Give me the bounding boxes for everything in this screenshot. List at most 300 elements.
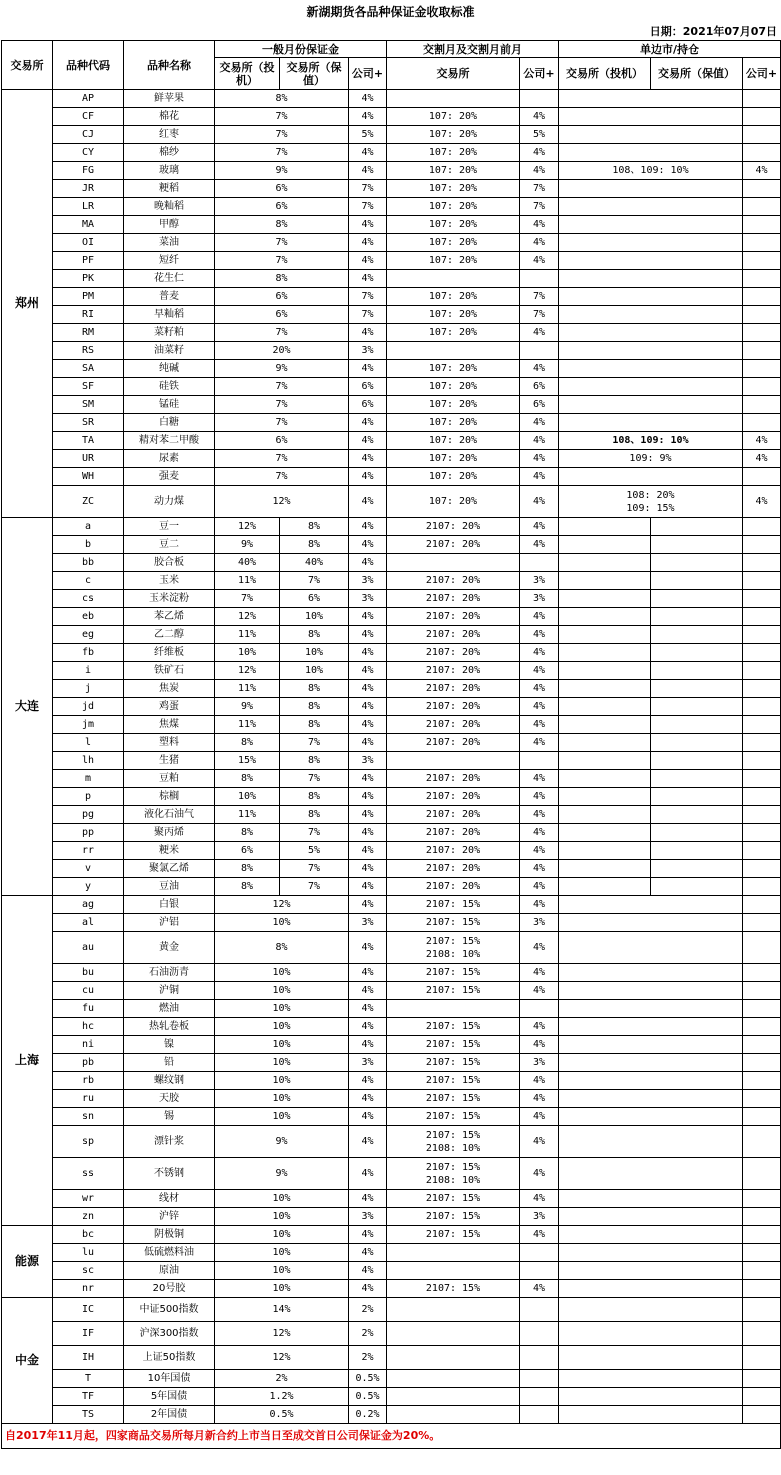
single-company: 4% xyxy=(743,486,781,518)
table-row xyxy=(2,306,781,324)
product-code: RS xyxy=(53,342,124,360)
product-code: lh xyxy=(53,752,124,770)
single-hedge xyxy=(651,752,743,770)
table-row xyxy=(2,1000,781,1018)
product-name: 聚氯乙烯 xyxy=(124,860,215,878)
table-row xyxy=(2,662,781,680)
single-margin xyxy=(559,252,743,270)
delivery-margin xyxy=(387,1346,520,1370)
delivery-margin-line: 107: 20% xyxy=(428,435,478,446)
delivery-margin xyxy=(387,1262,520,1280)
single-company xyxy=(743,144,781,162)
delivery-margin-line: 107: 20% xyxy=(428,111,478,122)
product-name: 中证500指数 xyxy=(124,1298,215,1322)
delivery-margin-line: 2107: 15% xyxy=(425,1161,481,1173)
single-spec xyxy=(559,626,651,644)
product-name: 菜油 xyxy=(124,234,215,252)
margin-company: 4% xyxy=(349,1000,387,1018)
single-company xyxy=(743,1190,781,1208)
single-margin xyxy=(559,1370,743,1388)
single-company xyxy=(743,288,781,306)
margin-exchange: 8% xyxy=(215,216,349,234)
delivery-margin-line: 2107: 15% xyxy=(425,1129,481,1141)
margin-company: 4% xyxy=(349,1226,387,1244)
product-code: cu xyxy=(53,982,124,1000)
delivery-margin xyxy=(387,486,520,518)
delivery-company: 4% xyxy=(520,144,559,162)
delivery-company: 4% xyxy=(520,536,559,554)
header-single-company: 公司+ xyxy=(743,58,781,90)
margin-exchange: 8% xyxy=(215,932,349,964)
single-company: 4% xyxy=(743,450,781,468)
margin-company: 4% xyxy=(349,896,387,914)
delivery-company: 4% xyxy=(520,1108,559,1126)
margin-company: 4% xyxy=(349,162,387,180)
delivery-margin xyxy=(387,716,520,734)
single-hedge xyxy=(651,536,743,554)
delivery-margin xyxy=(387,1208,520,1226)
margin-company: 3% xyxy=(349,752,387,770)
delivery-margin xyxy=(387,396,520,414)
margin-hedge: 7% xyxy=(280,734,349,752)
delivery-margin-line: 2107: 15% xyxy=(425,935,481,947)
delivery-margin xyxy=(387,518,520,536)
single-hedge xyxy=(651,590,743,608)
margin-company: 0.2% xyxy=(349,1406,387,1424)
margin-exchange: 9% xyxy=(215,360,349,378)
delivery-margin xyxy=(387,414,520,432)
product-name: 鸡蛋 xyxy=(124,698,215,716)
delivery-company: 4% xyxy=(520,518,559,536)
single-margin xyxy=(559,396,743,414)
single-company xyxy=(743,90,781,108)
margin-exchange: 7% xyxy=(215,126,349,144)
product-name: 甲醇 xyxy=(124,216,215,234)
delivery-company: 3% xyxy=(520,914,559,932)
exchange-name: 郑州 xyxy=(2,90,53,518)
product-code: ZC xyxy=(53,486,124,518)
product-name: 豆粕 xyxy=(124,770,215,788)
table-row xyxy=(2,468,781,486)
table-row xyxy=(2,1346,781,1370)
single-hedge xyxy=(651,716,743,734)
product-name: 沪锌 xyxy=(124,1208,215,1226)
margin-exchange: 7% xyxy=(215,414,349,432)
product-code: FG xyxy=(53,162,124,180)
table-row xyxy=(2,1322,781,1346)
delivery-margin xyxy=(387,554,520,572)
single-spec xyxy=(559,518,651,536)
margin-exchange: 20% xyxy=(215,342,349,360)
margin-spec: 8% xyxy=(215,878,280,896)
delivery-company xyxy=(520,1346,559,1370)
table-row xyxy=(2,432,781,450)
margin-company: 3% xyxy=(349,914,387,932)
single-margin xyxy=(559,1280,743,1298)
table-row xyxy=(2,1280,781,1298)
table-row xyxy=(2,1226,781,1244)
product-code: jd xyxy=(53,698,124,716)
delivery-margin xyxy=(387,378,520,396)
margin-exchange: 9% xyxy=(215,1158,349,1190)
table-row xyxy=(2,824,781,842)
margin-spec: 15% xyxy=(215,752,280,770)
product-name: 短纤 xyxy=(124,252,215,270)
single-company xyxy=(743,982,781,1000)
single-margin xyxy=(559,1406,743,1424)
product-code: cs xyxy=(53,590,124,608)
table-row xyxy=(2,608,781,626)
delivery-margin-line: 107: 20% xyxy=(428,129,478,140)
delivery-margin-line: 107: 20% xyxy=(428,183,478,194)
single-margin xyxy=(559,1054,743,1072)
single-margin-line: 109: 9% xyxy=(629,453,672,464)
single-hedge xyxy=(651,662,743,680)
single-company xyxy=(743,518,781,536)
single-company xyxy=(743,1000,781,1018)
table-row xyxy=(2,414,781,432)
delivery-margin-line: 107: 20% xyxy=(428,327,478,338)
single-spec xyxy=(559,536,651,554)
table-row xyxy=(2,752,781,770)
delivery-margin xyxy=(387,1036,520,1054)
single-margin xyxy=(559,1208,743,1226)
delivery-company: 7% xyxy=(520,288,559,306)
single-spec xyxy=(559,716,651,734)
product-name: 锰硅 xyxy=(124,396,215,414)
delivery-company: 4% xyxy=(520,486,559,518)
margin-hedge: 8% xyxy=(280,698,349,716)
product-code: rb xyxy=(53,1072,124,1090)
product-code: lu xyxy=(53,1244,124,1262)
single-company xyxy=(743,180,781,198)
table-row xyxy=(2,144,781,162)
delivery-margin xyxy=(387,1244,520,1262)
delivery-company: 4% xyxy=(520,1090,559,1108)
table-row xyxy=(2,806,781,824)
margin-company: 7% xyxy=(349,180,387,198)
single-margin xyxy=(559,964,743,982)
margin-spec: 11% xyxy=(215,806,280,824)
margin-exchange: 10% xyxy=(215,964,349,982)
single-company xyxy=(743,1158,781,1190)
table-row xyxy=(2,518,781,536)
margin-spec: 11% xyxy=(215,680,280,698)
single-spec xyxy=(559,842,651,860)
product-code: eb xyxy=(53,608,124,626)
table-row xyxy=(2,1054,781,1072)
margin-company: 4% xyxy=(349,788,387,806)
delivery-margin xyxy=(387,608,520,626)
margin-hedge: 8% xyxy=(280,716,349,734)
delivery-company: 5% xyxy=(520,126,559,144)
product-name: 玉米 xyxy=(124,572,215,590)
exchange-name: 中金 xyxy=(2,1298,53,1424)
delivery-margin xyxy=(387,468,520,486)
margin-hedge: 8% xyxy=(280,518,349,536)
table-row xyxy=(2,234,781,252)
delivery-company xyxy=(520,1388,559,1406)
delivery-margin-line: 2108: 10% xyxy=(425,948,481,960)
delivery-company: 4% xyxy=(520,1072,559,1090)
page-title: 新湖期货各品种保证金收取标准 xyxy=(306,5,475,19)
delivery-margin xyxy=(387,698,520,716)
margin-company: 4% xyxy=(349,1262,387,1280)
product-code: IF xyxy=(53,1322,124,1346)
margin-company: 4% xyxy=(349,1126,387,1158)
single-hedge xyxy=(651,734,743,752)
margin-exchange: 6% xyxy=(215,432,349,450)
table-row xyxy=(2,964,781,982)
delivery-margin xyxy=(387,806,520,824)
product-name: 沪铝 xyxy=(124,914,215,932)
product-name: 硅铁 xyxy=(124,378,215,396)
delivery-company: 4% xyxy=(520,216,559,234)
product-name: 铁矿石 xyxy=(124,662,215,680)
delivery-margin-line: 107: 20% xyxy=(428,255,478,266)
delivery-margin xyxy=(387,662,520,680)
single-company xyxy=(743,752,781,770)
delivery-company: 4% xyxy=(520,1158,559,1190)
delivery-margin-line: 2107: 20% xyxy=(425,521,481,532)
delivery-company: 4% xyxy=(520,964,559,982)
product-name: 精对苯二甲酸 xyxy=(124,432,215,450)
margin-spec: 12% xyxy=(215,662,280,680)
single-margin xyxy=(559,432,743,450)
single-company xyxy=(743,554,781,572)
single-margin xyxy=(559,1072,743,1090)
delivery-company: 4% xyxy=(520,644,559,662)
single-company xyxy=(743,1388,781,1406)
product-name: 沪铜 xyxy=(124,982,215,1000)
margin-exchange: 10% xyxy=(215,914,349,932)
product-name: 黄金 xyxy=(124,932,215,964)
product-code: a xyxy=(53,518,124,536)
single-company xyxy=(743,590,781,608)
single-spec xyxy=(559,878,651,896)
delivery-company xyxy=(520,1000,559,1018)
delivery-margin xyxy=(387,432,520,450)
margin-hedge: 8% xyxy=(280,536,349,554)
delivery-margin-line: 2107: 15% xyxy=(425,917,481,928)
margin-hedge: 7% xyxy=(280,824,349,842)
product-code: nr xyxy=(53,1280,124,1298)
delivery-margin xyxy=(387,1126,520,1158)
margin-company: 4% xyxy=(349,878,387,896)
single-hedge xyxy=(651,518,743,536)
product-code: pb xyxy=(53,1054,124,1072)
table-row xyxy=(2,378,781,396)
table-row xyxy=(2,734,781,752)
product-name: 花生仁 xyxy=(124,270,215,288)
margin-company: 2% xyxy=(349,1298,387,1322)
table-row xyxy=(2,680,781,698)
delivery-margin xyxy=(387,1054,520,1072)
margin-exchange: 9% xyxy=(215,162,349,180)
table-row xyxy=(2,252,781,270)
delivery-company: 4% xyxy=(520,108,559,126)
single-company xyxy=(743,788,781,806)
delivery-company: 4% xyxy=(520,162,559,180)
delivery-company: 4% xyxy=(520,770,559,788)
table-row xyxy=(2,360,781,378)
table-row xyxy=(2,1244,781,1262)
margin-company: 4% xyxy=(349,1018,387,1036)
product-code: SA xyxy=(53,360,124,378)
table-row xyxy=(2,108,781,126)
product-name: 焦煤 xyxy=(124,716,215,734)
product-name: 聚丙烯 xyxy=(124,824,215,842)
header-code: 品种代码 xyxy=(53,41,124,90)
single-company xyxy=(743,108,781,126)
delivery-company: 4% xyxy=(520,716,559,734)
single-hedge xyxy=(651,608,743,626)
delivery-margin-line: 2107: 20% xyxy=(425,683,481,694)
margin-company: 4% xyxy=(349,1158,387,1190)
product-code: wr xyxy=(53,1190,124,1208)
table-row xyxy=(2,1018,781,1036)
delivery-margin-line: 2107: 20% xyxy=(425,791,481,802)
delivery-margin xyxy=(387,644,520,662)
delivery-company xyxy=(520,1262,559,1280)
delivery-company: 6% xyxy=(520,396,559,414)
product-name: 不锈钢 xyxy=(124,1158,215,1190)
product-name: 天胶 xyxy=(124,1090,215,1108)
delivery-company: 4% xyxy=(520,896,559,914)
delivery-margin xyxy=(387,144,520,162)
product-code: AP xyxy=(53,90,124,108)
delivery-company: 4% xyxy=(520,468,559,486)
margin-exchange: 7% xyxy=(215,108,349,126)
delivery-margin xyxy=(387,1190,520,1208)
delivery-margin xyxy=(387,896,520,914)
single-spec xyxy=(559,572,651,590)
margin-company: 2% xyxy=(349,1322,387,1346)
margin-company: 4% xyxy=(349,1244,387,1262)
product-code: pp xyxy=(53,824,124,842)
delivery-company xyxy=(520,752,559,770)
single-spec xyxy=(559,860,651,878)
table-row xyxy=(2,554,781,572)
single-margin xyxy=(559,1108,743,1126)
delivery-company: 4% xyxy=(520,1018,559,1036)
margin-company: 3% xyxy=(349,590,387,608)
margin-exchange: 12% xyxy=(215,1322,349,1346)
table-row xyxy=(2,1108,781,1126)
margin-company: 3% xyxy=(349,342,387,360)
margin-spec: 8% xyxy=(215,734,280,752)
single-margin xyxy=(559,1298,743,1322)
delivery-company xyxy=(520,342,559,360)
delivery-margin-line: 2107: 15% xyxy=(425,1229,481,1240)
single-margin xyxy=(559,126,743,144)
margin-company: 4% xyxy=(349,270,387,288)
delivery-margin xyxy=(387,162,520,180)
delivery-margin-line: 2108: 10% xyxy=(425,1174,481,1186)
single-hedge xyxy=(651,554,743,572)
margin-company: 6% xyxy=(349,396,387,414)
delivery-margin xyxy=(387,590,520,608)
delivery-margin-line: 2107: 20% xyxy=(425,881,481,892)
delivery-margin xyxy=(387,1226,520,1244)
delivery-margin-line: 2107: 15% xyxy=(425,1057,481,1068)
product-code: ru xyxy=(53,1090,124,1108)
delivery-margin xyxy=(387,914,520,932)
delivery-company: 4% xyxy=(520,788,559,806)
product-code: WH xyxy=(53,468,124,486)
margin-exchange: 8% xyxy=(215,90,349,108)
delivery-margin-line: 2107: 20% xyxy=(425,665,481,676)
margin-exchange: 10% xyxy=(215,1108,349,1126)
margin-company: 3% xyxy=(349,572,387,590)
delivery-margin xyxy=(387,1108,520,1126)
header-delivery-company: 公司+ xyxy=(520,58,559,90)
single-spec xyxy=(559,680,651,698)
margin-hedge: 7% xyxy=(280,770,349,788)
product-code: CJ xyxy=(53,126,124,144)
single-margin xyxy=(559,1090,743,1108)
single-company xyxy=(743,716,781,734)
delivery-margin-line: 2107: 20% xyxy=(425,809,481,820)
product-code: p xyxy=(53,788,124,806)
margin-company: 4% xyxy=(349,1280,387,1298)
margin-company: 3% xyxy=(349,1208,387,1226)
margin-exchange: 6% xyxy=(215,288,349,306)
single-margin xyxy=(559,1388,743,1406)
margin-exchange: 7% xyxy=(215,234,349,252)
single-company xyxy=(743,1090,781,1108)
single-spec xyxy=(559,824,651,842)
product-code: ag xyxy=(53,896,124,914)
product-code: fu xyxy=(53,1000,124,1018)
single-margin xyxy=(559,180,743,198)
product-name: 镍 xyxy=(124,1036,215,1054)
product-name: 漂针浆 xyxy=(124,1126,215,1158)
margin-exchange: 10% xyxy=(215,982,349,1000)
product-name: 白银 xyxy=(124,896,215,914)
margin-exchange: 10% xyxy=(215,1208,349,1226)
delivery-company: 3% xyxy=(520,572,559,590)
single-company: 4% xyxy=(743,432,781,450)
product-code: ss xyxy=(53,1158,124,1190)
margin-spec: 9% xyxy=(215,698,280,716)
delivery-margin-line: 2107: 20% xyxy=(425,845,481,856)
single-company xyxy=(743,1280,781,1298)
delivery-margin-line: 107: 20% xyxy=(428,471,478,482)
delivery-margin-line: 2107: 15% xyxy=(425,967,481,978)
product-code: sn xyxy=(53,1108,124,1126)
product-code: eg xyxy=(53,626,124,644)
delivery-company: 4% xyxy=(520,1190,559,1208)
product-name: 尿素 xyxy=(124,450,215,468)
header-single-limit: 单边市/持仓 xyxy=(559,41,781,58)
margin-company: 4% xyxy=(349,1108,387,1126)
single-margin xyxy=(559,486,743,518)
margin-hedge: 8% xyxy=(280,806,349,824)
margin-company: 4% xyxy=(349,252,387,270)
product-name: 2年国债 xyxy=(124,1406,215,1424)
delivery-company: 4% xyxy=(520,608,559,626)
margin-company: 4% xyxy=(349,450,387,468)
margin-spec: 10% xyxy=(215,644,280,662)
table-row xyxy=(2,1298,781,1322)
margin-exchange: 8% xyxy=(215,270,349,288)
single-company xyxy=(743,216,781,234)
table-row xyxy=(2,1262,781,1280)
single-company xyxy=(743,1406,781,1424)
margin-company: 4% xyxy=(349,680,387,698)
single-company xyxy=(743,896,781,914)
